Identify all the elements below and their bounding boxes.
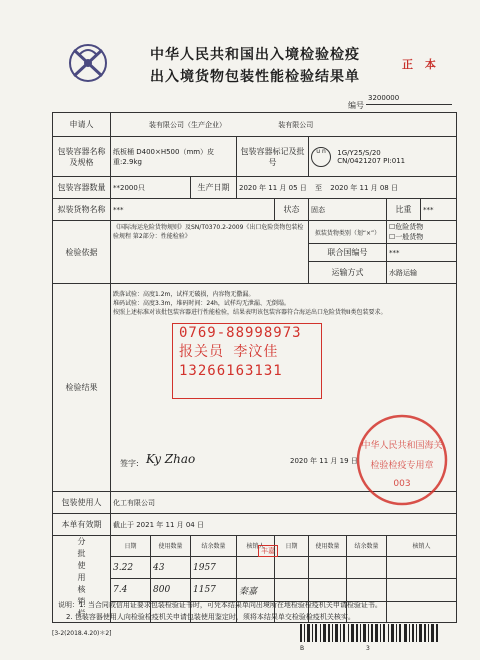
batch-cell bbox=[275, 556, 309, 579]
batch-cell bbox=[275, 579, 309, 602]
applicant-value bbox=[111, 113, 457, 137]
transport-value: 水路运输 bbox=[387, 262, 457, 284]
result-conclusion: 按照上述标准对该批包装容器进行性能检验，结果表明该包装容器符合海运出口危险货物II类包装要求。 bbox=[113, 309, 387, 316]
official-seal-icon bbox=[354, 412, 450, 508]
container-mark-value: 1G/Y25/S/20 CN/0421207 PI:011 bbox=[337, 148, 406, 165]
svg-text:检验检疫专用章: 检验检疫专用章 bbox=[370, 461, 434, 471]
applicant-label: 申请人 bbox=[53, 113, 111, 137]
category-options bbox=[387, 221, 457, 244]
container-name-label: 包装容器名称及规格 bbox=[53, 137, 111, 177]
result-date: 2020 年 11 月 19 日 bbox=[290, 457, 358, 465]
batch-cell: 800 bbox=[151, 579, 191, 602]
table-row bbox=[53, 579, 457, 602]
batch-header-balance-2: 结余数量 bbox=[347, 536, 387, 557]
batch-cell: 43 bbox=[151, 556, 191, 579]
number-label: 编号 bbox=[348, 101, 364, 110]
quantity-value: **2000只 bbox=[111, 177, 191, 199]
document-title-line1: 中华人民共和国出入境检验检疫 bbox=[150, 47, 360, 63]
goods-name-label: 拟装货物名称 bbox=[53, 199, 111, 221]
batch-cell bbox=[309, 556, 347, 579]
production-date-to-word: 至 bbox=[315, 183, 322, 192]
container-mark-cell bbox=[309, 137, 457, 177]
batch-cell bbox=[387, 602, 457, 623]
result-stack-test: 堆码试验：高度3.3m，堆码时间：24h，试样均无泄漏、无倒塌。 bbox=[113, 300, 290, 307]
category-dangerous-checkbox: ☐危险货物 bbox=[389, 223, 424, 231]
category-label: 拟装货物类别（划“×”） bbox=[309, 221, 387, 244]
inspector-signature: Ky Zhao bbox=[146, 452, 196, 466]
goods-name-value: *** bbox=[111, 199, 275, 221]
production-date-to: 2020 年 11 月 08 日 bbox=[330, 183, 398, 192]
batch-cell: 秦嘉 bbox=[237, 579, 275, 602]
basis-text: 《国际海运危险货物规则》及SN/T0370.2-2009《出口危险货物包装检验规程 第2部分：性能检验》 bbox=[111, 221, 309, 284]
category-general-checkbox: ☐一般货物 bbox=[389, 233, 424, 241]
svg-text:中华人民共和国海关: 中华人民共和国海关 bbox=[361, 441, 443, 451]
result-label: 检验结果 bbox=[53, 284, 111, 492]
production-date-from: 2020 年 11 月 05 日 bbox=[239, 183, 307, 192]
un-mark-icon: u n bbox=[311, 147, 331, 167]
result-drop-test: 跌落试验：高度1.2m，试样无破损，内容物无撒漏。 bbox=[113, 291, 255, 298]
state-value: 固态 bbox=[309, 199, 387, 221]
footer-note-2: 2. 包装容器使用人向检验检疫机关申请包装使用鉴定时，须将本结果单交检验检疫机关核实。 bbox=[66, 613, 355, 621]
batch-cell bbox=[237, 556, 275, 579]
batch-header-balance: 结余数量 bbox=[191, 536, 237, 557]
container-mark-label: 包装容器标记及批号 bbox=[237, 137, 309, 177]
broker-contact-stamp bbox=[172, 323, 322, 399]
form-code: [3-2(2018.4.20)＊2] bbox=[52, 630, 112, 637]
stamp-broker: 报关员 李汶佳 bbox=[179, 344, 279, 360]
density-value: *** bbox=[421, 199, 457, 221]
un-number-value: *** bbox=[387, 244, 457, 262]
transport-label: 运输方式 bbox=[309, 262, 387, 284]
user-label: 包装使用人 bbox=[53, 492, 111, 514]
state-label: 状态 bbox=[275, 199, 309, 221]
batch-cell: 1957 bbox=[191, 556, 237, 579]
batch-cell bbox=[347, 556, 387, 579]
batch-header-date: 日期 bbox=[111, 536, 151, 557]
original-copy-mark: 正 本 bbox=[402, 58, 440, 71]
quantity-label: 包装容器数量 bbox=[53, 177, 111, 199]
batch-header-date-2: 日期 bbox=[275, 536, 309, 557]
table-row bbox=[53, 556, 457, 579]
stamp-phone: 0769-88998973 bbox=[179, 325, 302, 341]
batch-header-officer-2: 核销人 bbox=[387, 536, 457, 557]
batch-cell: 7.4 bbox=[111, 579, 151, 602]
batch-cell bbox=[387, 579, 457, 602]
batch-cell: 3.22 bbox=[111, 556, 151, 579]
user-value: 化工有限公司 bbox=[111, 492, 457, 514]
basis-label: 检验依据 bbox=[53, 221, 111, 284]
document-title-line2: 出入境货物包装性能检验结果单 bbox=[150, 69, 360, 85]
batch-cell bbox=[347, 579, 387, 602]
batch-header-officer: 核销人 bbox=[237, 536, 275, 557]
density-label: 比重 bbox=[387, 199, 421, 221]
batch-header-used-2: 使用数量 bbox=[309, 536, 347, 557]
batch-cell bbox=[309, 579, 347, 602]
validity-label: 本单有效期 bbox=[53, 514, 111, 536]
signature-label: 签字: bbox=[120, 459, 139, 468]
footer-note-1: 说明：1. 当合同或信用证要求包装检验证书时，可凭本结果单向出境所在地检验检疫机关申请检验证书。 bbox=[58, 601, 382, 609]
production-date-value bbox=[237, 177, 457, 199]
validity-value: 截止于 2021 年 11 月 04 日 bbox=[111, 514, 457, 536]
applicant-value-a: 装有限公司（生产企业） bbox=[149, 120, 226, 129]
officer-chop: 丰嘉 bbox=[258, 545, 278, 557]
barcode-icon bbox=[300, 624, 440, 642]
batch-cell: 1157 bbox=[191, 579, 237, 602]
batch-cell bbox=[387, 556, 457, 579]
container-name-value: 纸板桶 D400×H500（mm）皮重:2.9kg bbox=[111, 137, 237, 177]
number-underline bbox=[366, 104, 452, 105]
un-number-label: 联合国编号 bbox=[309, 244, 387, 262]
number-value: 3200000 bbox=[368, 94, 400, 102]
svg-text:003: 003 bbox=[393, 479, 411, 489]
applicant-value-b: 装有限公司 bbox=[278, 120, 314, 129]
batch-header-used: 使用数量 bbox=[151, 536, 191, 557]
barcode-caption: B 3 bbox=[300, 645, 400, 652]
stamp-mobile: 13266163131 bbox=[179, 363, 283, 379]
inspection-emblem-icon bbox=[66, 42, 110, 84]
batch-usage-label: 分批使用核销栏 bbox=[53, 536, 111, 623]
production-date-label: 生产日期 bbox=[191, 177, 237, 199]
